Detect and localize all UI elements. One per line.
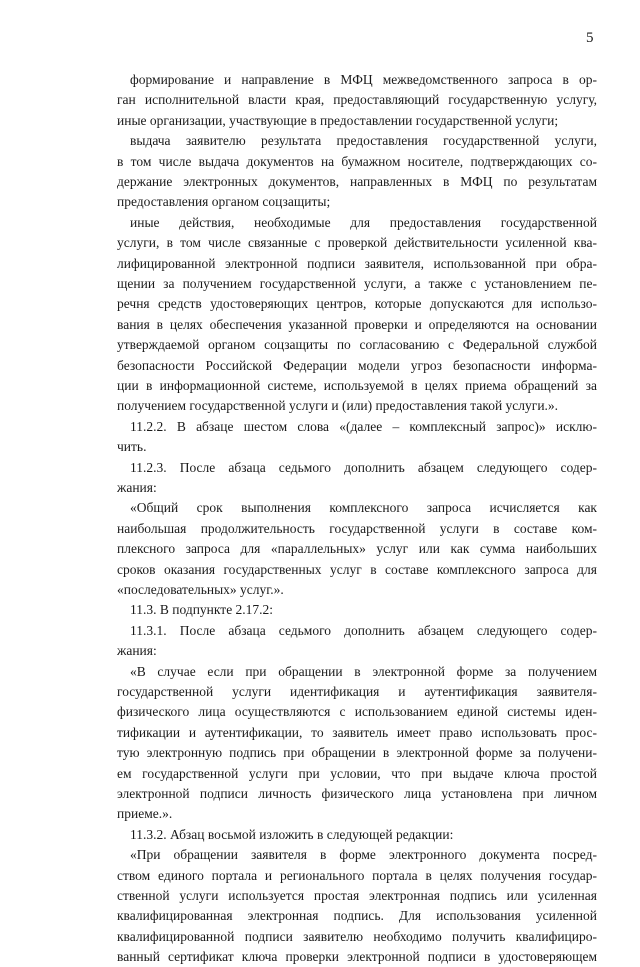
text-line: государственной услуги идентификация и аутентификация заявителя- <box>117 684 597 699</box>
text-line: «При обращении заявителя в форме электронного документа посред- <box>130 847 597 863</box>
text-line: сроков оказания государственных услуг в составе комплексного запроса для <box>117 561 597 577</box>
text-line: приеме.». <box>117 806 173 822</box>
text-line: ган исполнительной власти края, предоставляющий государственную услугу, <box>117 92 597 108</box>
text-line: предоставления органом соцзащиты; <box>117 194 331 210</box>
text-line: щении за получением государственной услуги, а также с установлением пе- <box>117 276 597 291</box>
text-line: «Общий срок выполнения комплексного запроса исчисляется как <box>130 500 597 516</box>
text-line: тификации и аутентификации, то заявитель имеет право использовать прос- <box>117 724 597 740</box>
text-line: получением государственной услуги и (или) предоставления такой услуги.». <box>117 398 559 414</box>
text-line: «последовательных» услуг.». <box>117 582 284 597</box>
text-line: иные действия, необходимые для предоставления государственной <box>130 214 597 230</box>
text-line: иные организации, участвующие в предоставлении государственной услуги; <box>117 112 559 128</box>
text-line: 11.3.2. Абзац восьмой изложить в следующей редакции: <box>130 826 454 842</box>
text-line: 11.3. В подпункте 2.17.2: <box>130 602 274 618</box>
text-line: в том числе выдача документов на бумажном носителе, подтверждающих со- <box>117 153 597 169</box>
text-line: ем государственной услуги при условии, что при выдаче ключа простой <box>117 765 597 781</box>
text-line: безопасности Российской Федерации модели угроз безопасности информа- <box>117 357 597 373</box>
text-line: ции в информационной системе, используемой в целях приема обращений за <box>117 378 597 393</box>
text-line: жания: <box>117 480 157 495</box>
text-line: электронной подписи личность физического лица установлена при личном <box>117 786 597 801</box>
text-line: держание электронных документов, направленных в МФЦ по результатам <box>117 174 597 189</box>
text-line: 11.2.3. После абзаца седьмого дополнить абзацем следующего содер- <box>130 459 597 475</box>
text-line: квалифицированная электронная подпись. Для использования усиленной <box>117 908 597 924</box>
text-line: плексного запроса для «параллельных» услуг или как сумма наибольших <box>117 541 597 557</box>
text-line: речня средств удостоверяющих центров, которые допускаются для использо- <box>117 296 597 312</box>
text-line: чить. <box>117 439 147 455</box>
text-line: «В случае если при обращении в электронной форме за получением <box>130 663 597 679</box>
text-line: выдача заявителю результата предоставления государственной услуги, <box>130 133 597 149</box>
text-line: вания в целях обеспечения указанной проверки и определяются на основании <box>117 316 597 332</box>
text-line: утверждаемой органом соцзащиты по согласованию с Федеральной службой <box>117 337 597 353</box>
text-line: ственной услуги используется простая электронная подпись или усиленная <box>117 888 597 903</box>
text-line: ванный сертификат ключа проверки электронной подписи в удостоверяющем <box>117 949 597 965</box>
text-line: услуги, в том числе связанные с проверкой действительности усиленной ква- <box>117 235 597 251</box>
text-line: ством единого портала и регионального портала в целях получения государ- <box>117 867 597 883</box>
page-number: 5 <box>586 30 594 46</box>
text-line: жания: <box>117 643 157 659</box>
text-line: физического лица осуществляются с использованием единой системы иден- <box>117 704 597 720</box>
text-line: лифицированной электронной подписи заявителя, использованной при обра- <box>117 255 597 271</box>
text-line: формирование и направление в МФЦ межведомственного запроса в ор- <box>130 72 597 87</box>
text-line: 11.2.2. В абзаце шестом слова «(далее – комплексный запрос)» исклю- <box>130 418 597 434</box>
text-line: тую электронную подпись при обращении в электронной форме за получени- <box>117 745 597 761</box>
text-line: наибольшая продолжительность государственной услуги в составе ком- <box>117 520 597 536</box>
text-line: 11.3.1. После абзаца седьмого дополнить абзацем следующего содер- <box>130 622 597 638</box>
text-line: квалифицированной подписи заявителю необходимо получить квалифициро- <box>117 928 597 944</box>
